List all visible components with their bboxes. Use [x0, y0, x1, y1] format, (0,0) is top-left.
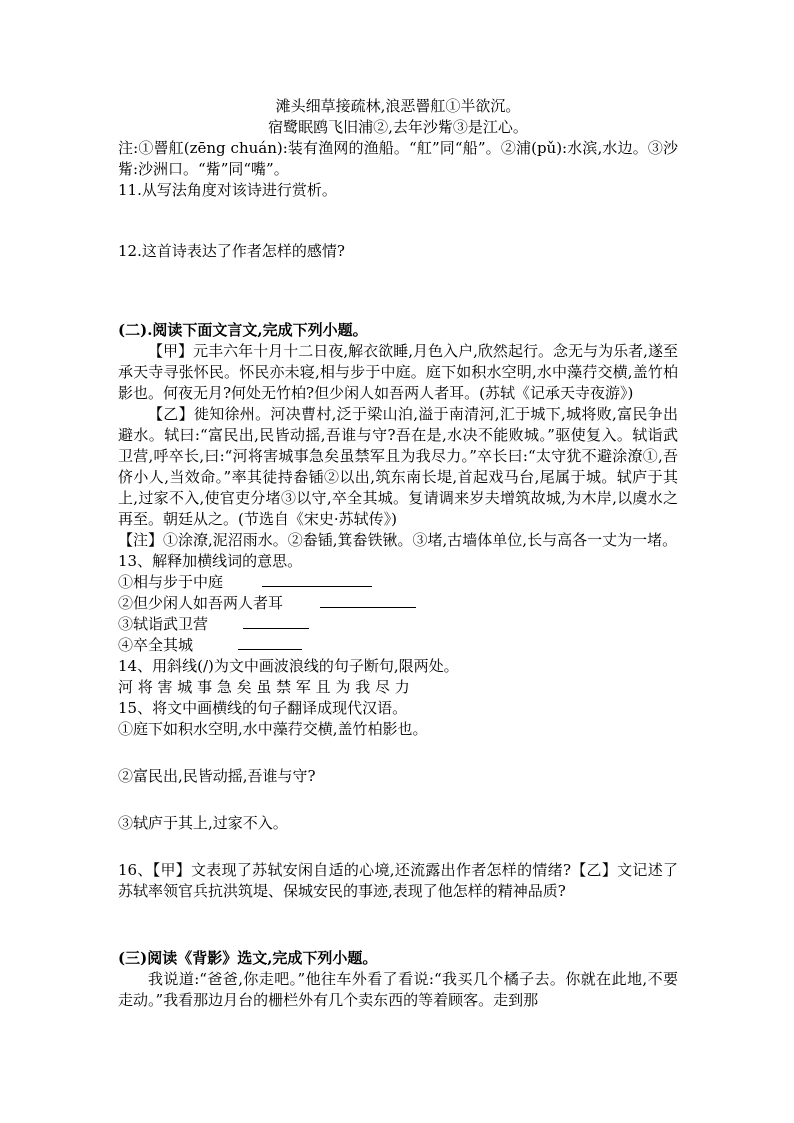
passage-beiying: 我说道:“爸爸,你走吧。”他往车外看了看说:“我买几个橘子去。你就在此地,不要走动。”我看那边月台的栅栏外有几个卖东西的等着顾客。走到那	[118, 970, 678, 1009]
q13-item-text: ④卒全其城	[118, 636, 194, 654]
q13-item-2	[118, 593, 678, 614]
answer-blank[interactable]	[238, 635, 302, 650]
q15-item-1: ①庭下如积水空明,水中藻荇交横,盖竹柏影也。	[118, 720, 428, 738]
answer-blank[interactable]	[320, 593, 416, 608]
question-13: 13、解释加横线词的意思。	[118, 552, 303, 570]
question-15: 15、将文中画横线的句子翻译成现代汉语。	[118, 699, 408, 717]
poem-line-2: 宿鹭眠鸥飞旧浦②,去年沙觜③是江心。	[268, 118, 528, 136]
question-11: 11.从写法角度对该诗进行赏析。	[118, 181, 337, 199]
passage-yi: 【乙】徙知徐州。河决曹村,泛于梁山泊,溢于南清河,汇于城下,城将败,富民争出避水。轼曰:“富民出,民皆动摇,吾谁与守?吾在是,水决不能败城。”驱使复入。轼诣武卫营,呼卒长,曰:“河将害城事急矣虽禁军且为我尽力。”卒长曰:“太守犹不避涂潦①,吾侪小人,当效命。”率其徒持畚锸②以出,筑东南长堤,首起戏马台,尾属于城。轼庐于其上,过家不入,使官吏分堵③以守,卒全其城。复请调来岁夫增筑故城,为木岸,以虞水之再至。朝廷从之。(节选自《宋史·苏轼传》)	[118, 405, 678, 528]
q13-item-text: ①相与步于中庭	[118, 573, 224, 591]
q14-sentence: 河 将 害 城 事 急 矣 虽 禁 军 且 为 我 尽 力	[118, 678, 410, 696]
poem-line-1: 滩头细草接疏林,浪恶罾舡①半欲沉。	[275, 97, 521, 115]
q13-item-text: ③轼诣武卫营	[118, 615, 209, 633]
poem-note: 注:①罾舡(zēng chuán):装有渔网的渔船。“舡”同“船”。②浦(pǔ):水滨,水边。③沙觜:沙洲口。“觜”同“嘴”。	[118, 139, 678, 178]
q13-item-3	[118, 614, 678, 635]
q15-item-2: ②富民出,民皆动摇,吾谁与守?	[118, 767, 316, 785]
q13-item-4	[118, 635, 678, 656]
q13-item-1	[118, 572, 678, 593]
answer-blank[interactable]	[243, 614, 309, 629]
question-14: 14、用斜线(/)为文中画波浪线的句子断句,限两处。	[118, 657, 459, 675]
q15-item-3: ③轼庐于其上,过家不入。	[118, 814, 288, 832]
q13-item-text: ②但少闲人如吾两人者耳	[118, 594, 284, 612]
document-page	[118, 96, 678, 1011]
passage-note: 【注】①涂潦,泥沼雨水。②畚锸,箕畚铁锹。③堵,古墙体单位,长与高各一丈为一堵。	[118, 531, 678, 549]
question-16: 16、【甲】文表现了苏轼安闲自适的心境,还流露出作者怎样的情绪?【乙】文记述了苏轼率领官兵抗洪筑堤、保城安民的事迹,表现了他怎样的精神品质?	[118, 861, 678, 900]
section-2-title: (二).阅读下面文言文,完成下列小题。	[118, 321, 368, 339]
section-3-title: (三)阅读《背影》选文,完成下列小题。	[118, 949, 378, 967]
question-12: 12.这首诗表达了作者怎样的感情?	[118, 242, 345, 260]
passage-jia: 【甲】元丰六年十月十二日夜,解衣欲睡,月色入户,欣然起行。念无与为乐者,遂至承天寺寻张怀民。怀民亦未寝,相与步于中庭。庭下如积水空明,水中藻荇交横,盖竹柏影也。何夜无月?何处无竹柏?但少闲人如吾两人者耳。(苏轼《记承天寺夜游》)	[118, 342, 678, 402]
answer-blank[interactable]	[262, 572, 372, 587]
